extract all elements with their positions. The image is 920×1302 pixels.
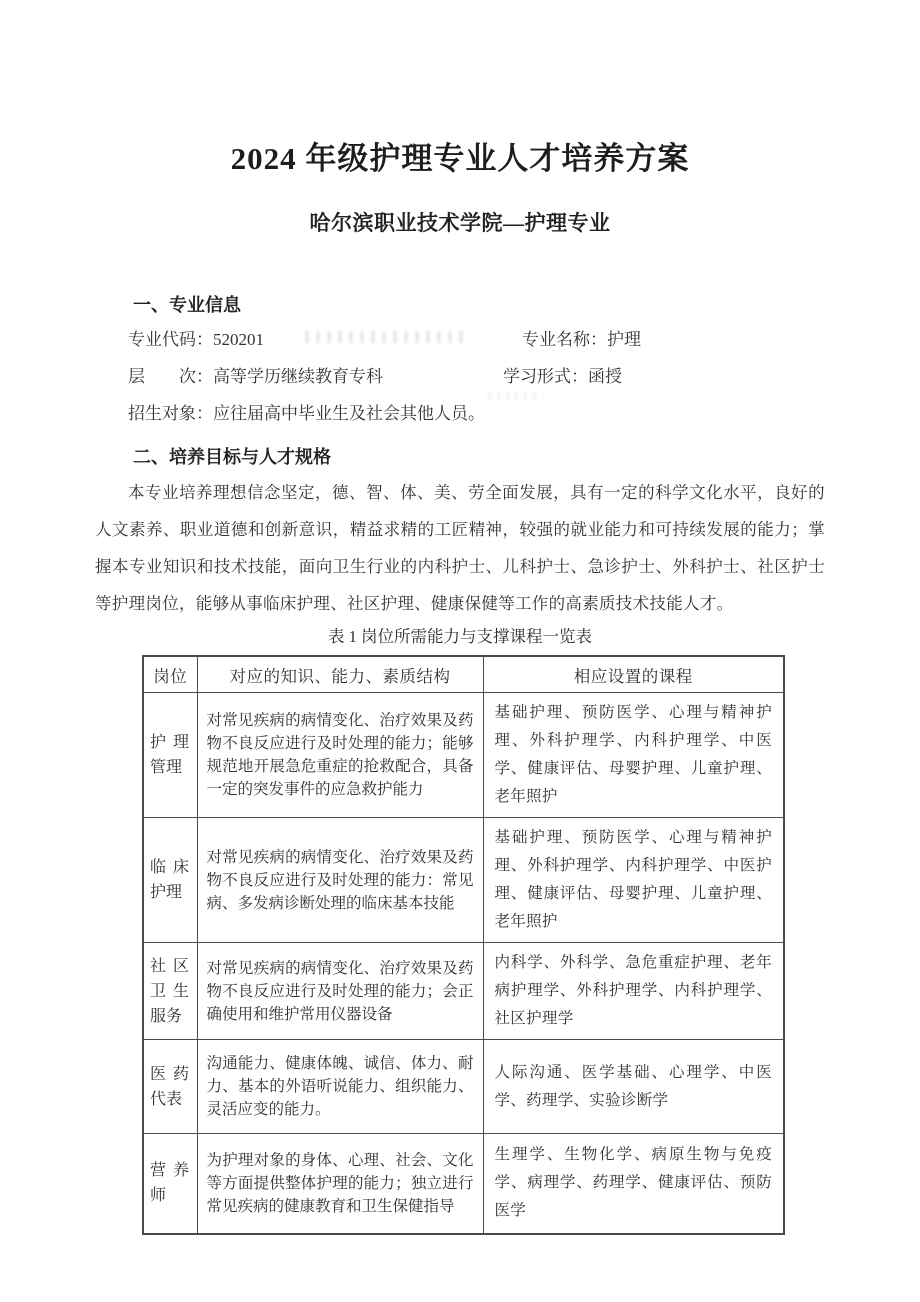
abilities-cell: 对常见疾病的病情变化、治疗效果及药物不良反应进行及时处理的能力；会正确使用和维护常用仪器设备 [197, 943, 483, 1040]
position-cell [143, 818, 197, 943]
header-abilities: 对应的知识、能力、素质结构 [197, 656, 483, 693]
document-title: 2024 年级护理专业人才培养方案 [230, 141, 690, 176]
info-row-enrollment [128, 402, 825, 439]
study-form: 学习形式：函授 [503, 367, 622, 386]
document-body [95, 0, 825, 1235]
position-line: 社 区 [150, 957, 190, 975]
courses-cell: 基础护理、预防医学、心理与精神护理、外科护理学、内科护理学、中医护理、健康评估、母婴护理、儿童护理、老年照护 [483, 818, 784, 943]
program-code: 专业代码：520201 [128, 330, 264, 349]
training-objective-paragraph: 本专业培养理想信念坚定，德、智、体、美、劳全面发展，具有一定的科学文化水平，良好的人文素养、职业道德和创新意识，精益求精的工匠精神，较强的就业能力和可持续发展的能力；掌握本专业知识和技术技能，面向卫生行业的内科护士、儿科护士、急诊护士、外科护士、社区护士等护理岗位，能够从事临床护理、社区护理、健康保健等工作的高素质技术技能人才。 [95, 483, 825, 613]
position-line: 临 床 [150, 859, 190, 876]
position-line: 管理 [150, 759, 183, 776]
position-line: 服务 [150, 1007, 183, 1025]
header-courses: 相应设置的课程 [483, 656, 784, 693]
position-line: 代表 [150, 1090, 183, 1108]
program-info [128, 328, 825, 439]
position-line: 卫 生 [150, 982, 190, 1000]
enrollment-target: 招生对象：应往届高中毕业生及社会其他人员。 [128, 404, 485, 423]
table-row [143, 1040, 784, 1134]
position-line: 师 [150, 1187, 167, 1205]
document-subtitle: 哈尔滨职业技术学院—护理专业 [309, 211, 611, 235]
table-row [143, 943, 784, 1040]
courses-cell: 内科学、外科学、急危重症护理、老年病护理学、外科护理学、内科护理学、社区护理学 [483, 943, 784, 1040]
position-line: 护理 [150, 884, 183, 901]
table-row [143, 693, 784, 818]
position-cell [143, 1134, 197, 1234]
position-line: 营 养 [150, 1162, 190, 1180]
info-row-code-name [128, 328, 825, 365]
abilities-cell: 对常见疾病的病情变化、治疗效果及药物不良反应进行及时处理的能力；能够规范地开展急危重症的抢救配合，具备一定的突发事件的应急救护能力 [197, 693, 483, 818]
courses-cell: 基础护理、预防医学、心理与精神护理、外科护理学、内科护理学、中医学、健康评估、母婴护理、儿童护理、老年照护 [483, 693, 784, 818]
table-row [143, 1134, 784, 1234]
info-row-level-form [128, 365, 825, 402]
abilities-cell: 对常见疾病的病情变化、治疗效果及药物不良反应进行及时处理的能力：常见病、多发病诊断处理的临床基本技能 [197, 818, 483, 943]
position-line: 医 药 [150, 1065, 190, 1083]
section-2-heading: 二、培养目标与人才规格 [133, 447, 331, 467]
position-cell [143, 1040, 197, 1134]
position-line: 护 理 [150, 734, 190, 751]
courses-cell: 生理学、生物化学、病原生物与免疫学、病理学、药理学、健康评估、预防医学 [483, 1134, 784, 1234]
table-row [143, 818, 784, 943]
table-caption: 表 1 岗位所需能力与支撑课程一览表 [328, 627, 592, 646]
position-cell [143, 943, 197, 1040]
program-name: 专业名称：护理 [522, 330, 641, 349]
section-1-heading: 一、专业信息 [133, 295, 241, 315]
courses-cell: 人际沟通、医学基础、心理学、中医学、药理学、实验诊断学 [483, 1040, 784, 1134]
program-level: 层 次：高等学历继续教育专科 [128, 367, 383, 386]
table-header-row [143, 656, 784, 693]
header-position: 岗位 [143, 656, 197, 693]
position-course-table [142, 655, 785, 1235]
abilities-cell: 沟通能力、健康体魄、诚信、体力、耐力、基本的外语听说能力、组织能力、灵活应变的能力。 [197, 1040, 483, 1134]
position-cell [143, 693, 197, 818]
abilities-cell: 为护理对象的身体、心理、社会、文化等方面提供整体护理的能力；独立进行常见疾病的健康教育和卫生保健指导 [197, 1134, 483, 1234]
